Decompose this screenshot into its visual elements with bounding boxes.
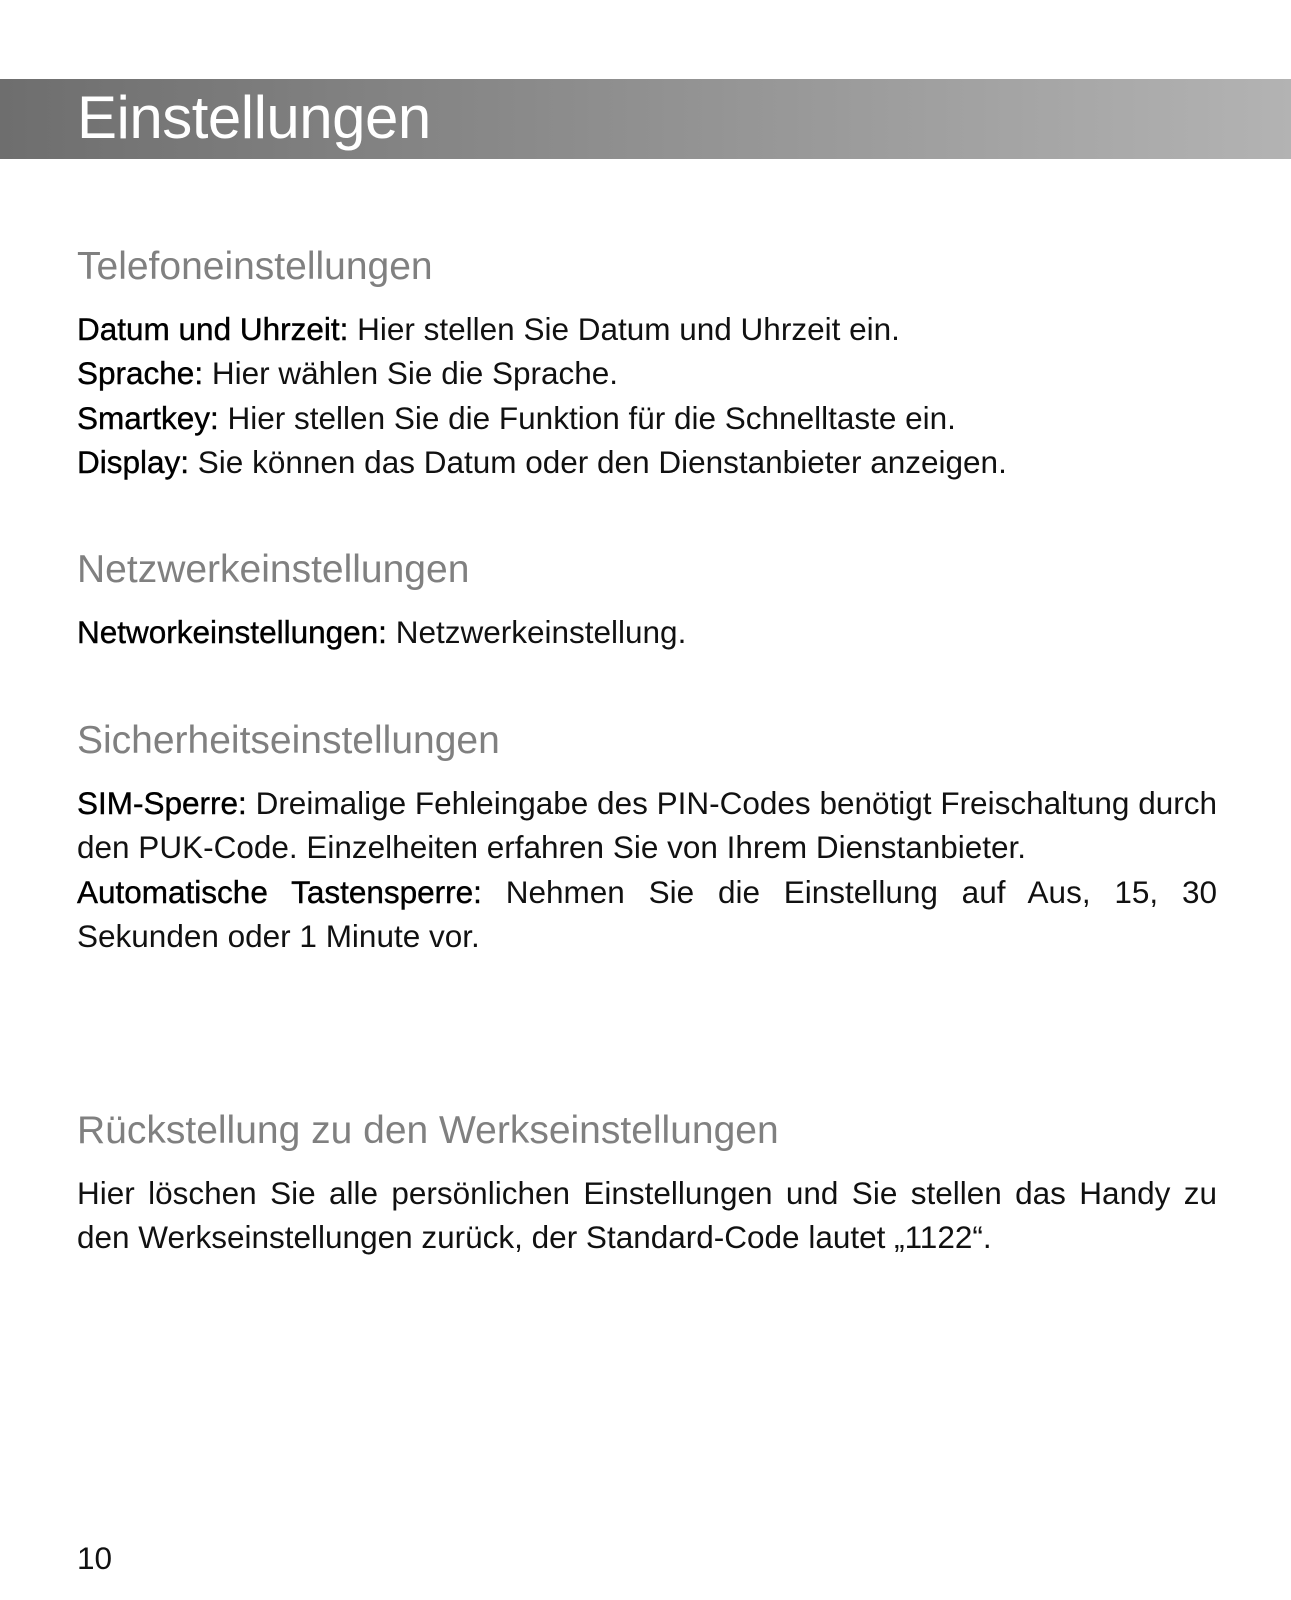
entry-text: Dreimalige Fehleingabe des PIN-Codes benötigt Freischaltung durch den PUK-Code. Einzelheiten erfahren Sie von Ihrem Dienstanbieter. <box>77 784 1217 866</box>
entry-auto-keylock <box>77 870 1217 959</box>
section-network-settings <box>77 547 1217 654</box>
entry-text: Hier wählen Sie die Sprache. <box>203 355 619 392</box>
entry-text: Sie können das Datum oder den Dienstanbieter anzeigen. <box>189 444 1007 481</box>
section-heading: Sicherheitseinstellungen <box>77 719 500 762</box>
entry-term: Networkeinstellungen: <box>77 613 387 650</box>
entry-text: Netzwerkeinstellung. <box>386 613 687 650</box>
entry-term: SIM-Sperre: <box>77 784 247 821</box>
section-heading: Telefoneinstellungen <box>77 245 433 288</box>
entry-language <box>77 351 1217 396</box>
entry-network <box>77 610 1217 655</box>
entry-term: Automatische Tastensperre: <box>77 873 482 910</box>
section-phone-settings <box>77 244 1217 485</box>
title-bar <box>0 79 1291 159</box>
entry-date-time <box>77 307 1217 352</box>
entry-text: Hier stellen Sie die Funktion für die Schnelltaste ein. <box>218 399 956 436</box>
section-security-settings <box>77 718 1217 959</box>
entry-reset-text: Hier löschen Sie alle persönlichen Einstellungen und Sie stellen das Handy zu den Werkseinstellungen zurück, der Standard-Code lautet „1122“. <box>77 1174 1217 1256</box>
section-heading: Netzwerkeinstellungen <box>77 548 470 591</box>
entry-term: Datum und Uhrzeit: <box>77 310 349 347</box>
entry-term: Smartkey: <box>77 399 219 436</box>
page-title: Einstellungen <box>77 84 431 151</box>
entry-smartkey <box>77 396 1217 441</box>
entry-display <box>77 440 1217 485</box>
entry-sim-lock <box>77 781 1217 870</box>
entry-term: Sprache: <box>77 355 204 392</box>
section-factory-reset <box>77 1108 1217 1260</box>
entry-text: Hier stellen Sie Datum und Uhrzeit ein. <box>348 310 900 347</box>
page-number: 10 <box>77 1540 113 1576</box>
section-heading: Rückstellung zu den Werkseinstellungen <box>77 1109 779 1152</box>
entry-text: Nehmen Sie die Einstellung auf Aus, 15, 30 Sekunden oder 1 Minute vor. <box>77 873 1218 955</box>
entry-term: Display: <box>77 444 190 481</box>
